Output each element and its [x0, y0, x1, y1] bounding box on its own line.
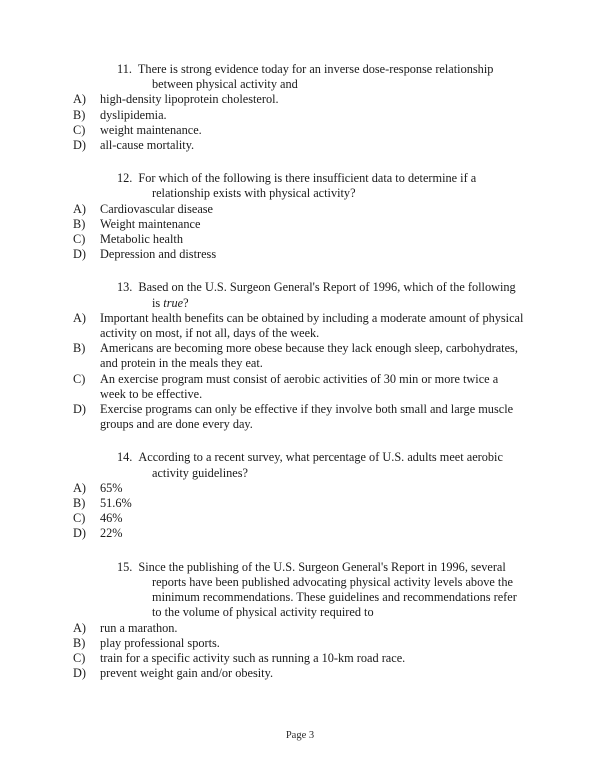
- page-number-label: Page 3: [285, 730, 315, 741]
- question-number: 14.: [117, 450, 133, 465]
- question-number: 11.: [117, 62, 132, 76]
- answer-option-text: all-cause mortality.: [100, 138, 195, 153]
- question-list: [73, 62, 525, 681]
- answer-option-text: 22%: [100, 526, 123, 541]
- question-stem-text: There is strong evidence today for an inverse dose-response relationship between physical activity and: [137, 62, 494, 92]
- answer-option-text: high-density lipoprotein cholesterol.: [100, 92, 279, 107]
- answer-option[interactable]: [73, 402, 525, 432]
- answer-option-label: C): [73, 122, 86, 137]
- answer-option-text: play professional sports.: [100, 635, 220, 650]
- question-number: 13.: [117, 280, 133, 295]
- answer-option-label: C): [73, 371, 86, 386]
- answer-option-label: B): [73, 107, 86, 122]
- question-stem: [73, 560, 525, 621]
- answer-option[interactable]: [73, 138, 525, 153]
- answer-option[interactable]: [73, 651, 525, 666]
- answer-option-label: A): [73, 92, 86, 107]
- question-stem-text: According to a recent survey, what percentage of U.S. adults meet aerobic activity guidelines?: [138, 450, 503, 480]
- answer-option-text: 51.6%: [100, 496, 132, 511]
- answer-option[interactable]: [73, 108, 525, 123]
- question-stem: [73, 280, 525, 310]
- answer-option-label: B): [73, 496, 86, 511]
- question-stem-suffix: ?: [183, 295, 189, 310]
- answer-option-label: A): [73, 310, 86, 325]
- answer-option[interactable]: [73, 202, 525, 217]
- answer-option-label: B): [73, 341, 86, 356]
- answer-option[interactable]: [73, 311, 525, 341]
- answer-option-label: D): [73, 247, 86, 262]
- question-block: [73, 560, 525, 682]
- answer-option[interactable]: [73, 496, 525, 511]
- question-stem-text: Since the publishing of the U.S. Surgeon General's Report in 1996, several reports have been published advocating physical activity levels above the minimum recommendations. These guidelines and recommendations refer to the volume of physical activity required to: [138, 559, 517, 620]
- question-number: 15.: [117, 559, 133, 574]
- answer-option-list: [73, 311, 525, 433]
- question-stem-text: Based on the U.S. Surgeon General's Report of 1996, which of the following is: [138, 280, 516, 310]
- answer-option-text: Important health benefits can be obtained by including a moderate amount of physical activity on most, if not all, days of the week.: [100, 310, 524, 341]
- answer-option[interactable]: [73, 372, 525, 402]
- page-footer: [0, 729, 600, 742]
- answer-option[interactable]: [73, 123, 525, 138]
- answer-option-label: D): [73, 526, 86, 541]
- answer-option-label: C): [73, 650, 86, 665]
- question-number: 12.: [117, 171, 133, 186]
- answer-option-list: [73, 481, 525, 542]
- answer-option-label: B): [73, 635, 86, 650]
- answer-option[interactable]: [73, 621, 525, 636]
- answer-option[interactable]: [73, 217, 525, 232]
- answer-option-text: train for a specific activity such as running a 10-km road race.: [100, 650, 406, 665]
- answer-option[interactable]: [73, 526, 525, 541]
- answer-option-text: 46%: [100, 511, 123, 526]
- answer-option-text: Metabolic health: [100, 232, 183, 247]
- answer-option-text: weight maintenance.: [100, 122, 202, 137]
- answer-option-text: Americans are becoming more obese because they lack enough sleep, carbohydrates, and protein in the meals they eat.: [100, 341, 518, 371]
- answer-option-text: run a marathon.: [100, 620, 178, 635]
- question-block: [73, 280, 525, 432]
- answer-option-label: C): [73, 511, 86, 526]
- question-stem: [73, 171, 525, 201]
- answer-option[interactable]: [73, 247, 525, 262]
- answer-option-label: B): [73, 216, 86, 231]
- answer-option-label: D): [73, 666, 86, 681]
- answer-option-text: An exercise program must consist of aerobic activities of 30 min or more twice a week to be effective.: [100, 371, 499, 401]
- answer-option-label: A): [73, 480, 86, 495]
- answer-option[interactable]: [73, 232, 525, 247]
- answer-option[interactable]: [73, 341, 525, 371]
- answer-option[interactable]: [73, 92, 525, 107]
- answer-option-text: prevent weight gain and/or obesity.: [100, 666, 274, 681]
- answer-option-label: A): [73, 620, 86, 635]
- answer-option-text: 65%: [100, 480, 123, 495]
- answer-option-label: D): [73, 402, 86, 417]
- answer-option-list: [73, 621, 525, 682]
- answer-option-text: Cardiovascular disease: [100, 201, 214, 216]
- answer-option-list: [73, 202, 525, 263]
- answer-option-text: dyslipidemia.: [100, 107, 167, 122]
- answer-option[interactable]: [73, 481, 525, 496]
- answer-option-text: Depression and distress: [100, 247, 217, 262]
- question-stem-emphasis: true: [163, 295, 184, 310]
- question-block: [73, 450, 525, 541]
- answer-option-label: C): [73, 232, 86, 247]
- answer-option[interactable]: [73, 636, 525, 651]
- answer-option-label: D): [73, 138, 86, 153]
- question-stem: [73, 62, 525, 92]
- question-block: [73, 62, 525, 153]
- question-stem-text: For which of the following is there insufficient data to determine if a relationship exists with physical activity?: [138, 171, 477, 201]
- answer-option-label: A): [73, 201, 86, 216]
- question-block: [73, 171, 525, 262]
- question-stem: [73, 450, 525, 480]
- answer-option-list: [73, 92, 525, 153]
- answer-option[interactable]: [73, 666, 525, 681]
- answer-option[interactable]: [73, 511, 525, 526]
- answer-option-text: Exercise programs can only be effective if they involve both small and large muscle groups and are done every day.: [100, 402, 514, 432]
- answer-option-text: Weight maintenance: [100, 216, 201, 231]
